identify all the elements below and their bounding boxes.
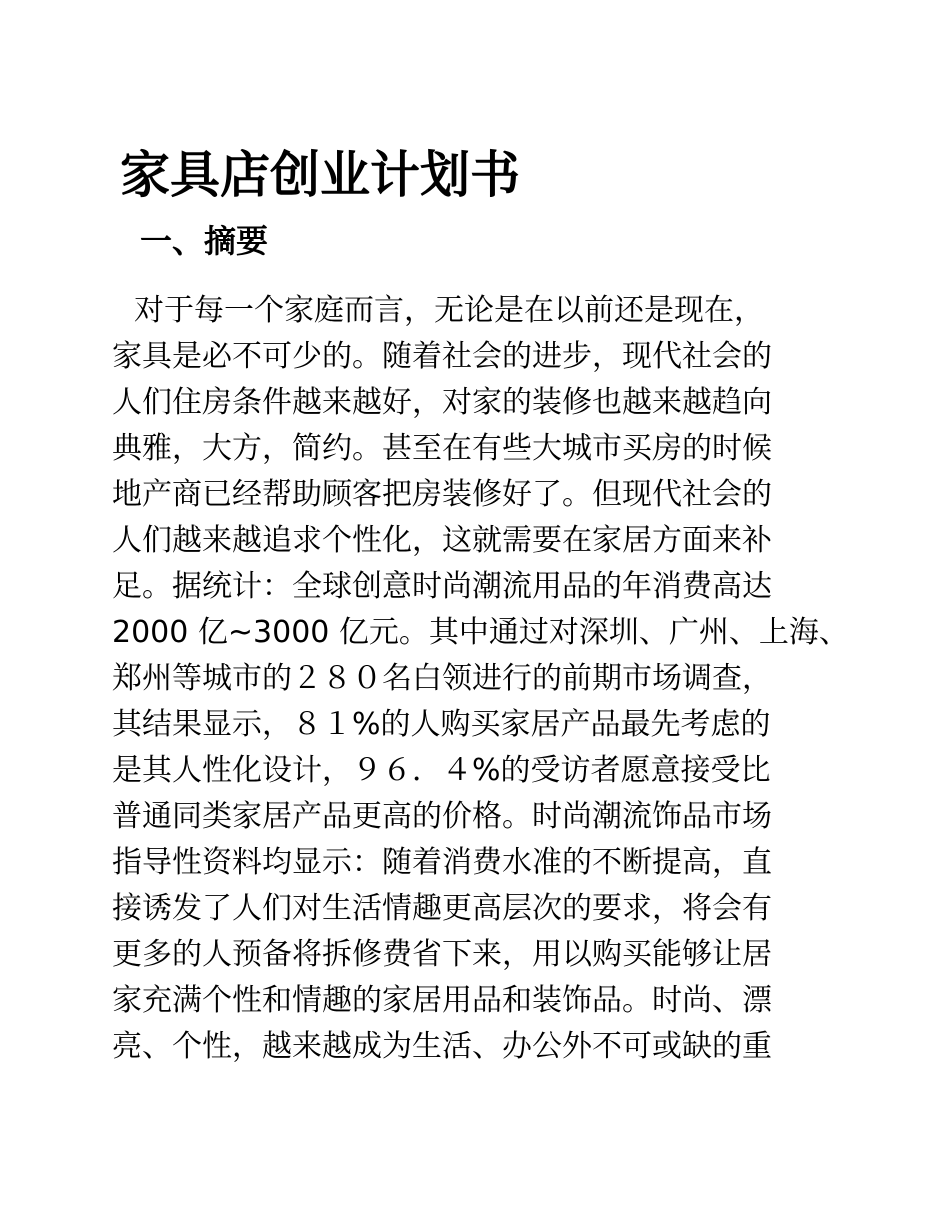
- summary-paragraph: [112, 288, 872, 1070]
- paragraph-line: 接诱发了人们对生活情趣更高层次的要求，将会有: [112, 891, 772, 926]
- paragraph-line: 其结果显示，８１%的人购买家居产品最先考虑的: [112, 707, 771, 742]
- paragraph-line: 家充满个性和情趣的家居用品和装饰品。时尚、漂: [112, 983, 772, 1018]
- paragraph-line: 典雅，大方，简约。甚至在有些大城市买房的时候: [112, 431, 772, 466]
- paragraph-line: 足。据统计：全球创意时尚潮流用品的年消费高达: [112, 569, 772, 604]
- paragraph-line: 人们住房条件越来越好，对家的装修也越来越趋向: [112, 385, 772, 420]
- paragraph-line: 地产商已经帮助顾客把房装修好了。但现代社会的: [112, 477, 772, 512]
- paragraph-line: 对于每一个家庭而言，无论是在以前还是现在，: [134, 293, 764, 328]
- paragraph-line: 更多的人预备将拆修费省下来，用以购买能够让居: [112, 937, 772, 972]
- paragraph-line: 是其人性化设计，９６．４%的受访者愿意接受比: [112, 753, 771, 788]
- paragraph-line: 指导性资料均显示：随着消费水准的不断提高，直: [112, 845, 772, 880]
- paragraph-line: 2000 亿~3000 亿元。其中通过对深圳、广州、上海、: [112, 615, 849, 650]
- paragraph-line: 家具是必不可少的。随着社会的进步，现代社会的: [112, 339, 772, 374]
- paragraph-line: 亮、个性，越来越成为生活、办公外不可或缺的重: [112, 1029, 772, 1064]
- paragraph-line: 人们越来越追求个性化，这就需要在家居方面来补: [112, 523, 772, 558]
- paragraph-line: 郑州等城市的２８０名白领进行的前期市场调查，: [112, 661, 772, 696]
- paragraph-line: 普通同类家居产品更高的价格。时尚潮流饰品市场: [112, 799, 772, 834]
- document-title: 家具店创业计划书: [120, 145, 520, 204]
- section-heading-summary: 一、摘要: [140, 222, 269, 260]
